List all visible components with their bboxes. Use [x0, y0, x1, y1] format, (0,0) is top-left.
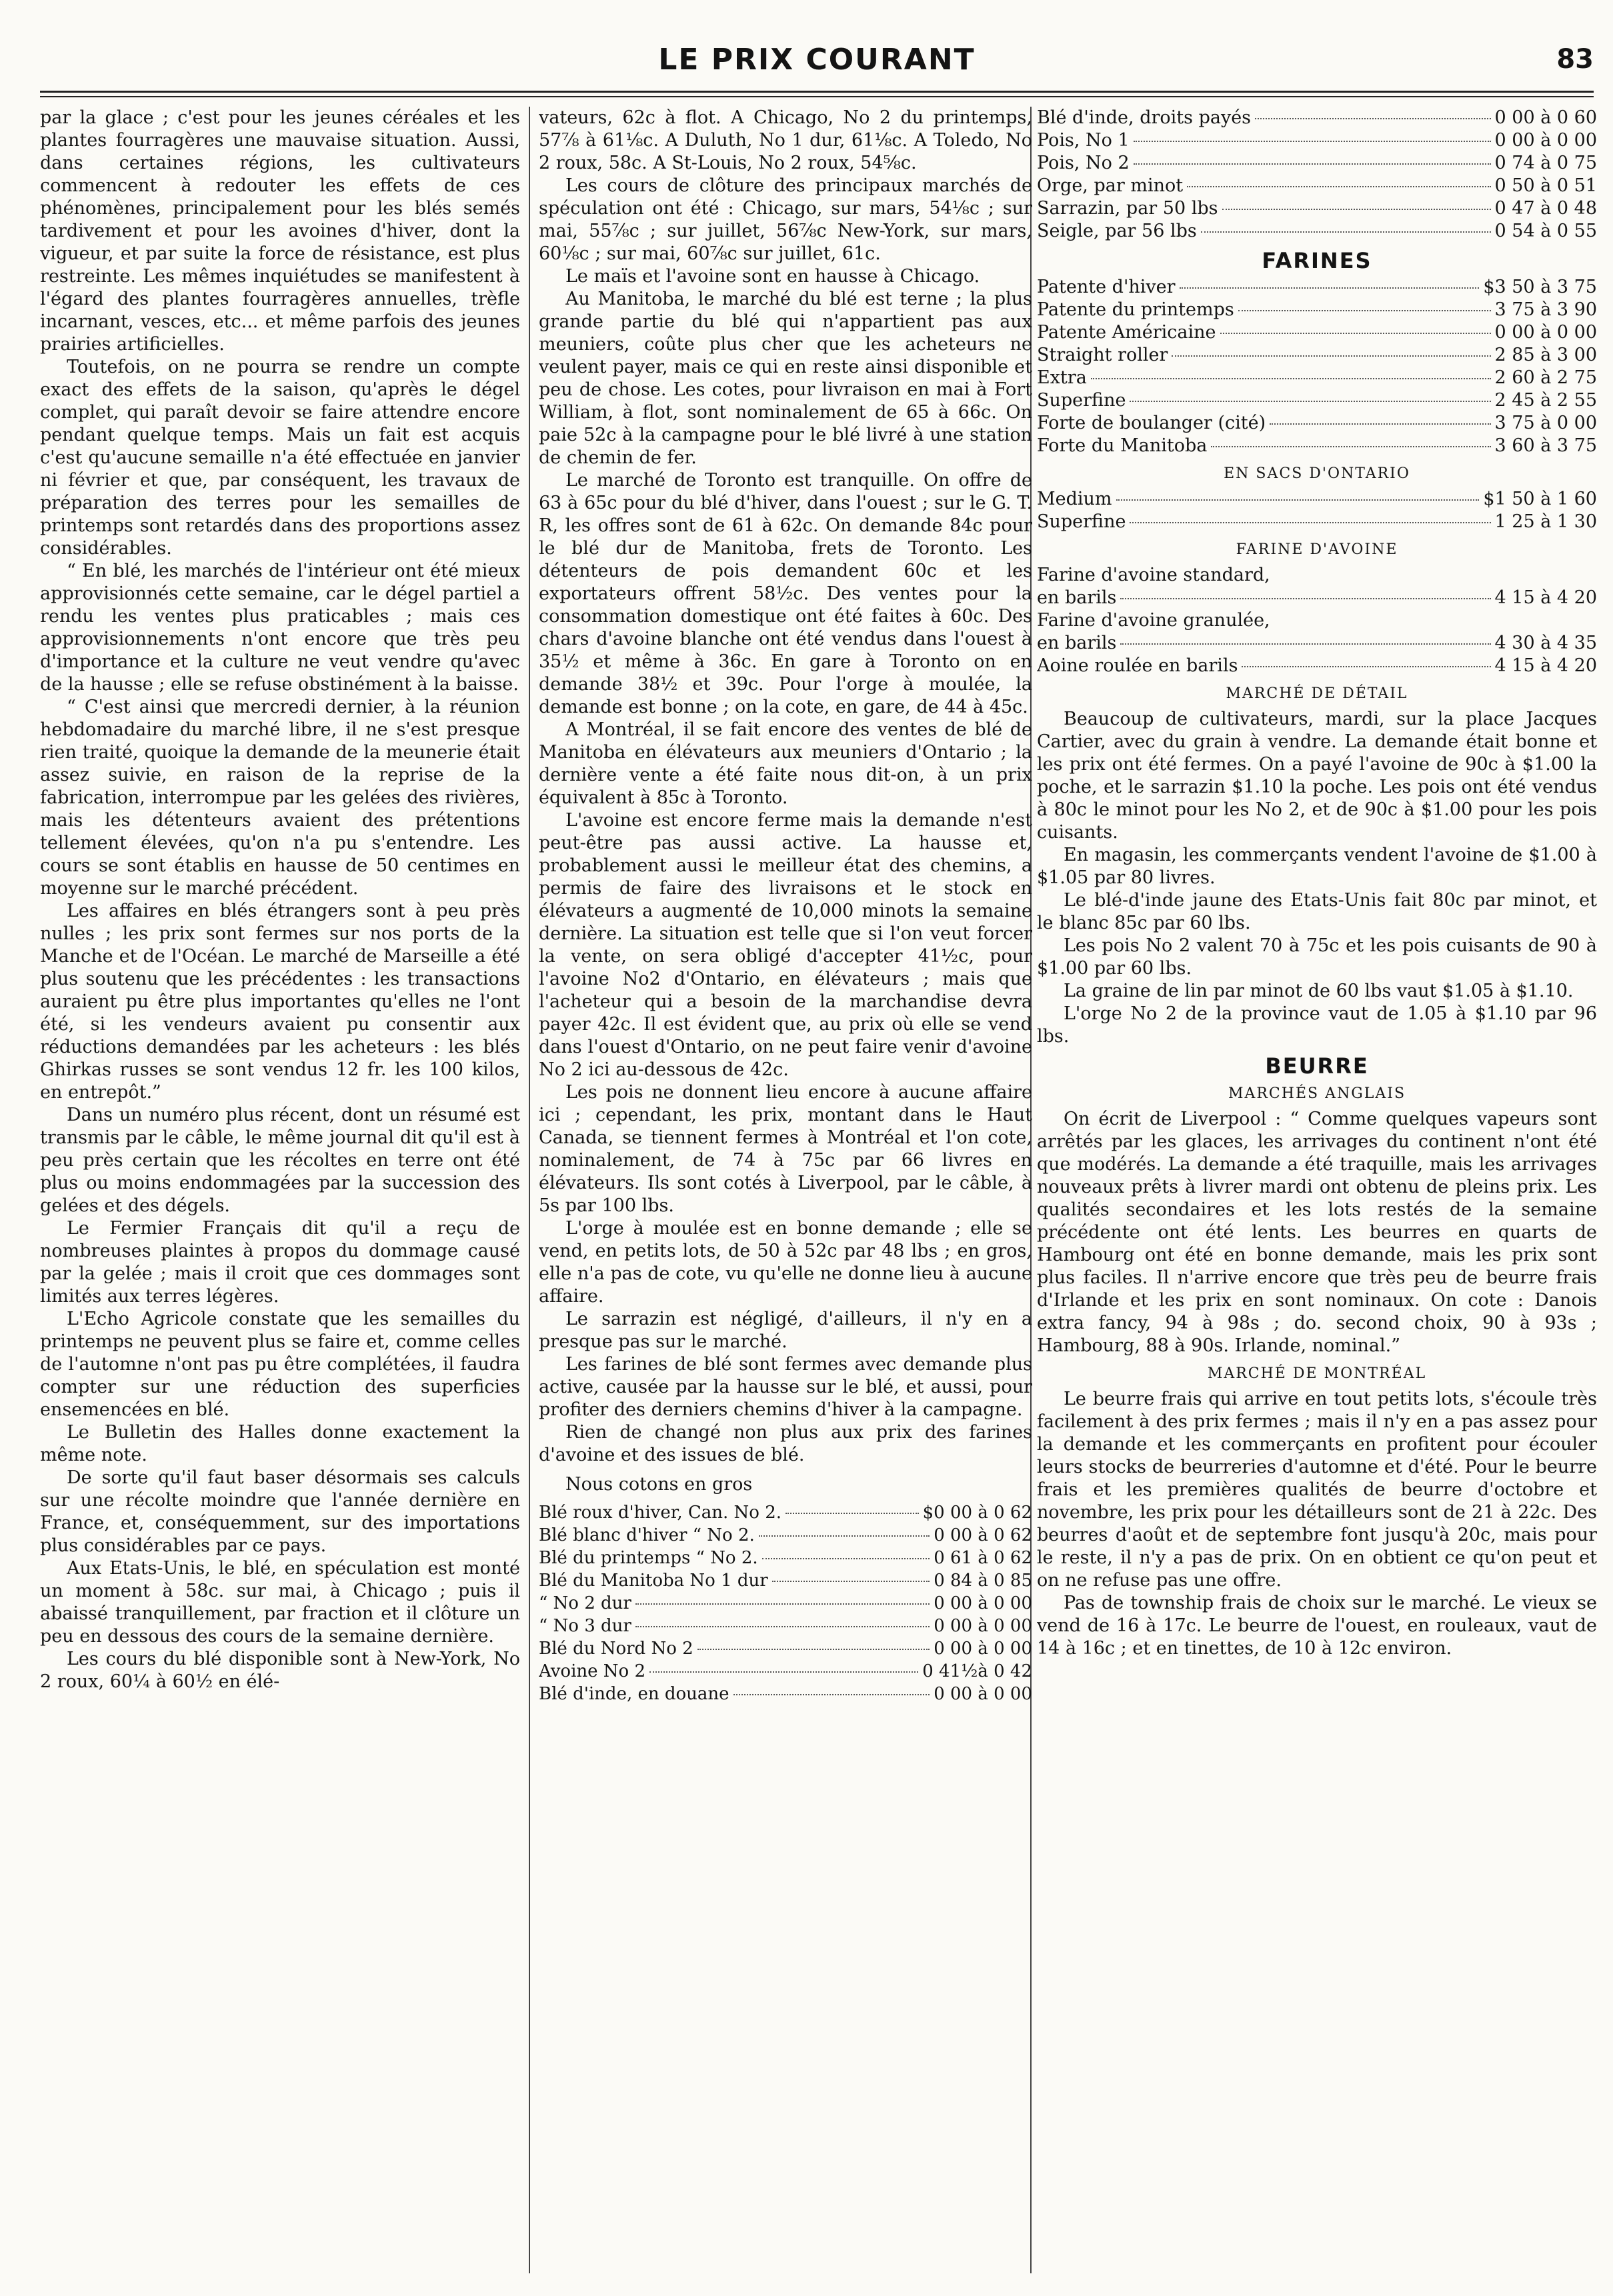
price-row	[539, 1524, 1032, 1547]
price-row	[539, 1592, 1032, 1615]
column-divider	[529, 107, 530, 2273]
paragraph: Beaucoup de cultivateurs, mardi, sur la place Jacques Cartier, avec du grain à vendre. La demande était bonne et les prix ont été fermes. On a payé l'avoine de 90c à $1.00 la poche, et le sarrazin $1.10 la poche. Les pois ont été vendus à 80c le minot pour les No 2, et de 90c à $1.00 pour les pois cuisants.	[1037, 709, 1597, 843]
subheading-marche-montreal: MARCHÉ DE MONTRÉAL	[1207, 1365, 1427, 1382]
price-label: Superfine	[1037, 511, 1126, 532]
price-value: 0 50 à 0 51	[1494, 175, 1597, 196]
subheading-marche-detail: MARCHÉ DE DÉTAIL	[1226, 685, 1408, 702]
price-value: $0 00 à 0 62	[922, 1503, 1032, 1523]
price-label: en barils	[1037, 587, 1117, 608]
dot-leader	[1238, 310, 1491, 311]
dot-leader	[635, 1626, 930, 1627]
paragraph: L'orge à moulée est en bonne demande ; elle se vend, en petits lots, de 50 à 52c par 48 lbs ; en gros, elle n'a pas de cote, vu qu'elle ne donne lieu à aucune affaire.	[539, 1218, 1032, 1307]
flour-price-table	[1037, 276, 1597, 457]
paragraph: Les pois No 2 valent 70 à 75c et les pois cuisants de 90 à $1.00 par 60 lbs.	[1037, 935, 1597, 979]
price-row	[1037, 564, 1597, 587]
price-label: Superfine	[1037, 390, 1126, 411]
price-label: Farine d'avoine granulée,	[1037, 610, 1270, 631]
paragraph: Les affaires en blés étrangers sont à peu près nulles ; les prix sont fermes sur nos ports de la Manche et de l'Océan. Le marché de Marseille a été plus soutenu que les précédentes : les transactions auraient pu être plus importantes qu'elles ne l'ont été, si les vendeurs avaient pu consentir aux réductions demandées par les acheteurs : les blés Ghirkas russes se sont vendus 12 fr. les 100 kilos, en entrepôt.”	[40, 901, 520, 1103]
price-row	[539, 1569, 1032, 1592]
subheading-marches-anglais: MARCHÉS ANGLAIS	[1228, 1085, 1406, 1102]
price-label: Pois, No 2	[1037, 153, 1130, 173]
paragraph: Le Fermier Français dit qu'il a reçu de nombreuses plaintes à propos du dommage causé par la gelée ; mais il croit que ces dommages sont limités aux terres légères.	[40, 1218, 520, 1307]
price-value: 4 15 à 4 20	[1494, 587, 1597, 608]
paragraph: Aux Etats-Unis, le blé, en spéculation est monté un moment à 58c. sur mai, à Chicago ; puis il abaissé tranquillement, par fraction et il clôture un peu en dessous des cours de la semaine dernière.	[40, 1558, 520, 1647]
paragraph: L'orge No 2 de la province vaut de 1.05 à $1.10 par 96 lbs.	[1037, 1003, 1597, 1047]
price-row	[539, 1547, 1032, 1569]
subheading-sacs: EN SACS D'ONTARIO	[1224, 465, 1410, 482]
header-rule	[40, 91, 1594, 93]
price-row	[1037, 655, 1597, 677]
sacks-price-table	[1037, 488, 1597, 533]
paragraph: par la glace ; c'est pour les jeunes céréales et les plantes fourragères une mauvaise situation. Aussi, dans certaines régions, les cultivateurs commencent à redouter les effets de ces phénomènes, principalement pour les blés semés tardivement et pour les avoines d'hiver, dont la vigueur, et par suite la force de résistance, est plus restreinte. Les mêmes inquiétudes se manifestent à l'égard des plantes fourragères annuelles, trèfle incarnant, vesces, etc... et même parfois des jeunes prairies artificielles.	[40, 107, 520, 355]
paragraph: Pas de township frais de choix sur le marché. Le vieux se vend de 16 à 17c. Le beurre de l'ouest, en rouleaux, vaut de 14 à 16c ; et en tinettes, de 10 à 12c environ.	[1037, 1593, 1597, 1659]
section-heading-farines: FARINES	[1262, 248, 1372, 273]
price-row	[1037, 435, 1597, 457]
price-row	[1037, 107, 1597, 129]
dot-leader	[1201, 231, 1491, 233]
paragraph: A Montréal, il se fait encore des ventes de blé de Manitoba en élévateurs aux meuniers d'Ontario ; la dernière vente a été faite nous dit-on, à un prix équivalent à 85c à Toronto.	[539, 719, 1032, 808]
price-label: Patente du printemps	[1037, 299, 1234, 320]
paragraph: L'avoine est encore ferme mais la demande n'est peut-être pas aussi active. La hausse et, probablement aussi le meilleur état des chemins, a permis de faire des livraisons et le stock en élévateurs a augmenté de 10,000 minots la semaine dernière. La situation est telle que si l'on veut forcer la vente, on sera obligé d'accepter 41½c, pour l'avoine No2 d'Ontario, en élévateurs ; mais que l'acheteur qui a besoin de la marchandise devra payer 42c. Il est évident que, au prix où elle se vend dans l'ouest d'Ontario, on ne peut faire venir d'avoine No 2 ici au-dessous de 42c.	[539, 810, 1032, 1080]
price-row	[1037, 175, 1597, 197]
price-label: Sarrazin, par 50 lbs	[1037, 198, 1218, 219]
price-label: Pois, No 1	[1037, 130, 1130, 151]
paragraph: Le maïs et l'avoine sont en hausse à Chicago.	[565, 266, 980, 287]
dot-leader	[1270, 423, 1490, 425]
paragraph: Dans un numéro plus récent, dont un résumé est transmis par le câble, le même journal dit qu'il est à peu près certain que les récoltes en terre ont été plus ou moins endommagées par la succession des gelées et des dégels.	[40, 1105, 520, 1216]
price-row	[539, 1615, 1032, 1637]
paragraph: L'Echo Agricole constate que les semailles du printemps ne peuvent plus se faire et, comme celles de l'automne n'ont pas pu être complétées, il faudra compter sur une réduction des superficies ensemencées en blé.	[40, 1309, 520, 1420]
price-label: Blé roux d'hiver, Can. No 2.	[539, 1503, 781, 1523]
price-value: 2 60 à 2 75	[1494, 367, 1597, 388]
paragraph: Le marché de Toronto est tranquille. On offre de 63 à 65c pour du blé d'hiver, dans l'ouest ; sur le G. T. R, les offres sont de 61 à 62c. On demande 84c pour le blé dur de Manitoba, frets de Toronto. Les détenteurs de pois demandent 60c et les exportateurs offrent 58½c. Des ventes pour la consommation domestique ont été faites à 60c. Des chars d'avoine blanche ont été vendus dans l'ouest à 35½ et même à 36c. En gare à Toronto on en demande 38½ et 39c. Pour l'orge à moulée, la demande est bonne ; on la cote, en gare, de 44 à 45c.	[539, 470, 1032, 717]
price-label: Aoine roulée en barils	[1037, 655, 1238, 676]
dot-leader	[785, 1513, 919, 1514]
price-label: Farine d'avoine standard,	[1037, 565, 1270, 585]
dot-leader	[1116, 499, 1480, 501]
price-value: 0 41½à 0 42	[922, 1661, 1032, 1681]
price-value: $3 50 à 3 75	[1483, 277, 1597, 297]
price-label: “ No 2 dur	[539, 1593, 631, 1613]
paragraph: “ C'est ainsi que mercredi dernier, à la réunion hebdomadaire du marché libre, il ne s'est presque rien traité, quoique la demande de la meunerie était assez suivie, en raison de la reprise de la fabrication, interrompue par les gelées des rivières, mais les détenteurs avaient des prétentions tellement élevées, qu'on n'a pu s'entendre. Les cours se sont établis en hausse de 50 centimes en moyenne sur le marché précédent.	[40, 697, 520, 899]
page-header	[40, 40, 1594, 87]
dot-leader	[1130, 401, 1490, 402]
price-label: Blé blanc d'hiver “ No 2.	[539, 1525, 755, 1545]
paragraph: Le beurre frais qui arrive en tout petits lots, s'écoule très facilement à des prix fermes ; mais il n'y en a pas assez pour la demande et les commerçants en profitent pour écouler leurs stocks de beurreries d'automne et d'été. Pour le beurre frais et les premières qualités de beurre d'octobre et novembre, les prix pour les détailleurs sont de 21 à 22c. Des beurres d'août et de septembre font jusqu'à 20c, mais pour le reste, il n'y a pas de prix. On en obtient ce qu'on peut et on ne refuse pas une offre.	[1037, 1389, 1597, 1591]
price-label: Blé d'inde, droits payés	[1037, 107, 1252, 128]
paragraph: La graine de lin par minot de 60 lbs vaut $1.05 à $1.10.	[1064, 981, 1574, 1001]
dot-leader	[1222, 209, 1491, 210]
price-label: Blé du Manitoba No 1 dur	[539, 1571, 768, 1591]
paragraph: En magasin, les commerçants vendent l'avoine de $1.00 à $1.05 par 80 livres.	[1037, 845, 1597, 888]
price-label: Patente d'hiver	[1037, 277, 1176, 297]
paragraph: Au Manitoba, le marché du blé est terne ; la plus grande partie du blé qui n'appartient pas aux meuniers, coûte plus cher que les acheteurs ne veulent payer, mais ce qui en reste ainsi disponible et peu de chose. Les cotes, pour livraison en mai à Fort William, à flot, sont nominalement de 65 à 66c. On paie 52c à la campagne pour le blé livré à une station de chemin de fer.	[539, 289, 1032, 468]
dot-leader	[762, 1558, 930, 1559]
dot-leader	[1211, 446, 1490, 447]
paragraph: Le sarrazin est négligé, d'ailleurs, il n'y en a presque pas sur le marché.	[539, 1309, 1032, 1352]
section-heading-beurre: BEURRE	[1265, 1053, 1369, 1079]
price-value: $1 50 à 1 60	[1483, 489, 1597, 509]
paragraph: Les farines de blé sont fermes avec demande plus active, causée par la hausse sur le blé, et aussi, pour profiter des derniers chemins d'hiver à la campagne.	[539, 1354, 1032, 1420]
price-label: Patente Américaine	[1037, 322, 1216, 343]
dot-leader	[1130, 522, 1490, 523]
dot-leader	[1180, 287, 1480, 289]
grain-price-table-continued	[1037, 107, 1597, 243]
dot-leader	[1120, 643, 1490, 645]
grain-price-table	[539, 1501, 1032, 1705]
price-row	[1037, 632, 1597, 655]
dot-leader	[1255, 118, 1490, 119]
paragraph: Le Bulletin des Halles donne exactement la même note.	[40, 1422, 520, 1465]
price-label: “ No 3 dur	[539, 1616, 631, 1636]
price-row	[539, 1683, 1032, 1705]
paragraph: De sorte qu'il faut baser désormais ses calculs sur une récolte moindre que l'année dernière en France, et, conséquemment, sur des importations plus considérables par ce pays.	[40, 1467, 520, 1556]
price-value: 0 61 à 0 62	[934, 1548, 1032, 1568]
price-row	[1037, 129, 1597, 152]
paragraph: Les cours du blé disponible sont à New-York, No 2 roux, 60¼ à 60½ en élé-	[40, 1649, 520, 1692]
dot-leader	[1220, 333, 1491, 334]
price-value: 3 75 à 3 90	[1494, 299, 1597, 320]
price-value: 0 00 à 0 00	[1494, 322, 1597, 343]
subheading-farine-avoine: FARINE D'AVOINE	[1236, 541, 1398, 558]
header-rule-thin	[40, 96, 1594, 97]
dot-leader	[1172, 355, 1490, 357]
price-value: 3 75 à 0 00	[1494, 413, 1597, 433]
dot-leader	[1134, 163, 1491, 165]
price-row	[1037, 609, 1597, 632]
price-value: 0 54 à 0 55	[1494, 221, 1597, 241]
price-row	[539, 1637, 1032, 1660]
price-value: 0 00 à 0 00	[934, 1639, 1032, 1659]
price-label: Medium	[1037, 489, 1112, 509]
dot-leader	[772, 1581, 930, 1582]
price-row	[1037, 321, 1597, 344]
price-label: Blé d'inde, en douane	[539, 1684, 729, 1704]
paragraph: Le blé-d'inde jaune des Etats-Unis fait 80c par minot, et le blanc 85c par 60 lbs.	[1037, 890, 1597, 933]
column-3	[1037, 107, 1597, 2273]
price-row	[1037, 412, 1597, 435]
dot-leader	[1120, 598, 1490, 599]
price-row	[1037, 587, 1597, 609]
price-row	[539, 1660, 1032, 1683]
page-number: 83	[1556, 44, 1594, 75]
price-row	[1037, 511, 1597, 533]
price-value: 4 30 à 4 35	[1494, 633, 1597, 653]
price-label: Forte du Manitoba	[1037, 435, 1208, 456]
english-market-text	[1037, 1108, 1597, 1357]
price-value: 3 60 à 3 75	[1494, 435, 1597, 456]
price-row	[1037, 299, 1597, 321]
price-row	[1037, 220, 1597, 243]
price-value: 0 47 à 0 48	[1494, 198, 1597, 219]
price-value: 1 25 à 1 30	[1494, 511, 1597, 532]
price-row	[1037, 389, 1597, 412]
paragraph: Rien de changé non plus aux prix des farines d'avoine et des issues de blé.	[539, 1422, 1032, 1465]
oatmeal-price-table	[1037, 564, 1597, 677]
price-value: 0 84 à 0 85	[934, 1571, 1032, 1591]
paragraph: Toutefois, on ne pourra se rendre un compte exact des effets de la saison, qu'après le dégel complet, qui paraît devoir se faire attendre encore pendant quelque temps. Mais un fait est acquis c'est qu'aucune semaille n'a été effectuée en janvier ni février et que, par conséquent, les travaux de préparation des terres pour les semailles de printemps sont retardés dans des proportions assez considérables.	[40, 357, 520, 559]
price-label: Forte de boulanger (cité)	[1037, 413, 1266, 433]
price-value: 0 00 à 0 00	[934, 1593, 1032, 1613]
paragraph: “ En blé, les marchés de l'intérieur ont été mieux approvisionnés cette semaine, car le dégel partiel a rendu les ventes plus praticables ; mais ces approvisionnements n'ont encore que très peu d'importance et la culture ne veut vendre qu'avec de la hausse ; elle se refuse obstinément à la baisse.	[40, 561, 520, 695]
price-value: 0 00 à 0 62	[934, 1525, 1032, 1545]
price-label: Extra	[1037, 367, 1087, 388]
price-label: Orge, par minot	[1037, 175, 1184, 196]
dot-leader	[635, 1603, 930, 1605]
price-label: Seigle, par 56 lbs	[1037, 221, 1197, 241]
column-1	[40, 107, 520, 2273]
price-value: 2 45 à 2 55	[1494, 390, 1597, 411]
dot-leader	[1187, 186, 1490, 187]
detail-market-text	[1037, 708, 1597, 1048]
price-value: 0 00 à 0 00	[934, 1684, 1032, 1704]
price-value: 0 00 à 0 00	[1494, 130, 1597, 151]
price-label: Blé du printemps “ No 2.	[539, 1548, 758, 1568]
price-value: 4 15 à 4 20	[1494, 655, 1597, 676]
price-row	[1037, 276, 1597, 299]
price-label: Avoine No 2	[539, 1661, 645, 1681]
price-value: 0 00 à 0 60	[1494, 107, 1597, 128]
price-row	[1037, 344, 1597, 367]
price-row	[1037, 197, 1597, 220]
dot-leader	[1134, 141, 1491, 142]
dot-leader	[1091, 378, 1491, 379]
paragraph: Les cours de clôture des principaux marchés de spéculation ont été : Chicago, sur mars, 54⅛c ; sur mai, 55⅞c ; sur juillet, 56⅞c New-York, sur mars, 60⅛c ; sur mai, 60⅞c sur juillet, 61c.	[539, 175, 1032, 264]
newspaper-title: LE PRIX COURANT	[658, 43, 976, 77]
montreal-market-text	[1037, 1388, 1597, 1660]
dot-leader	[733, 1694, 930, 1695]
price-row	[1037, 367, 1597, 389]
paragraph: vateurs, 62c à flot. A Chicago, No 2 du printemps, 57⅞ à 61⅛c. A Duluth, No 1 dur, 61⅛c. A Toledo, No 2 roux, 58c. A St-Louis, No 2 roux, 54⅝c.	[539, 107, 1032, 173]
dot-leader	[1242, 666, 1490, 667]
paragraph: Les pois ne donnent lieu encore à aucune affaire ici ; cependant, les prix, montant dans le Haut Canada, se tiennent fermes à Montréal et l'on cote, nominalement, de 74 à 75c par 66 livres en élévateurs. Ils sont cotés à Liverpool, par le câble, à 5s par 100 lbs.	[539, 1082, 1032, 1216]
price-row	[539, 1501, 1032, 1524]
price-value: 0 00 à 0 00	[934, 1616, 1032, 1636]
price-label: en barils	[1037, 633, 1117, 653]
price-label: Blé du Nord No 2	[539, 1639, 693, 1659]
paragraph: On écrit de Liverpool : “ Comme quelques vapeurs sont arrêtés par les glaces, les arrivages du continent n'ont été que modérés. La demande a été traquille, mais les arrivages nouveaux prêts à livrer mardi ont obtenu de pleins prix. Les qualités secondaires et les lots restés de la semaine précédente ont été lents. Les beurres en quarts de Hambourg ont été en bonne demande, mais les prix sont plus faciles. Il n'arrive encore que très peu de beurre frais d'Irlande et les prix en sont nominaux. On cote : Danois extra fancy, 94 à 98s ; do. second choix, 90 à 93s ; Hambourg, 88 à 90s. Irlande, nominal.”	[1037, 1109, 1597, 1356]
dot-leader	[697, 1649, 930, 1650]
price-row	[1037, 152, 1597, 175]
column-2	[539, 107, 1032, 2273]
price-row	[1037, 488, 1597, 511]
dot-leader	[649, 1671, 918, 1673]
price-value: 2 85 à 3 00	[1494, 345, 1597, 365]
price-value: 0 74 à 0 75	[1494, 153, 1597, 173]
dot-leader	[759, 1535, 930, 1537]
price-list-intro: Nous cotons en gros	[565, 1474, 753, 1495]
price-label: Straight roller	[1037, 345, 1168, 365]
